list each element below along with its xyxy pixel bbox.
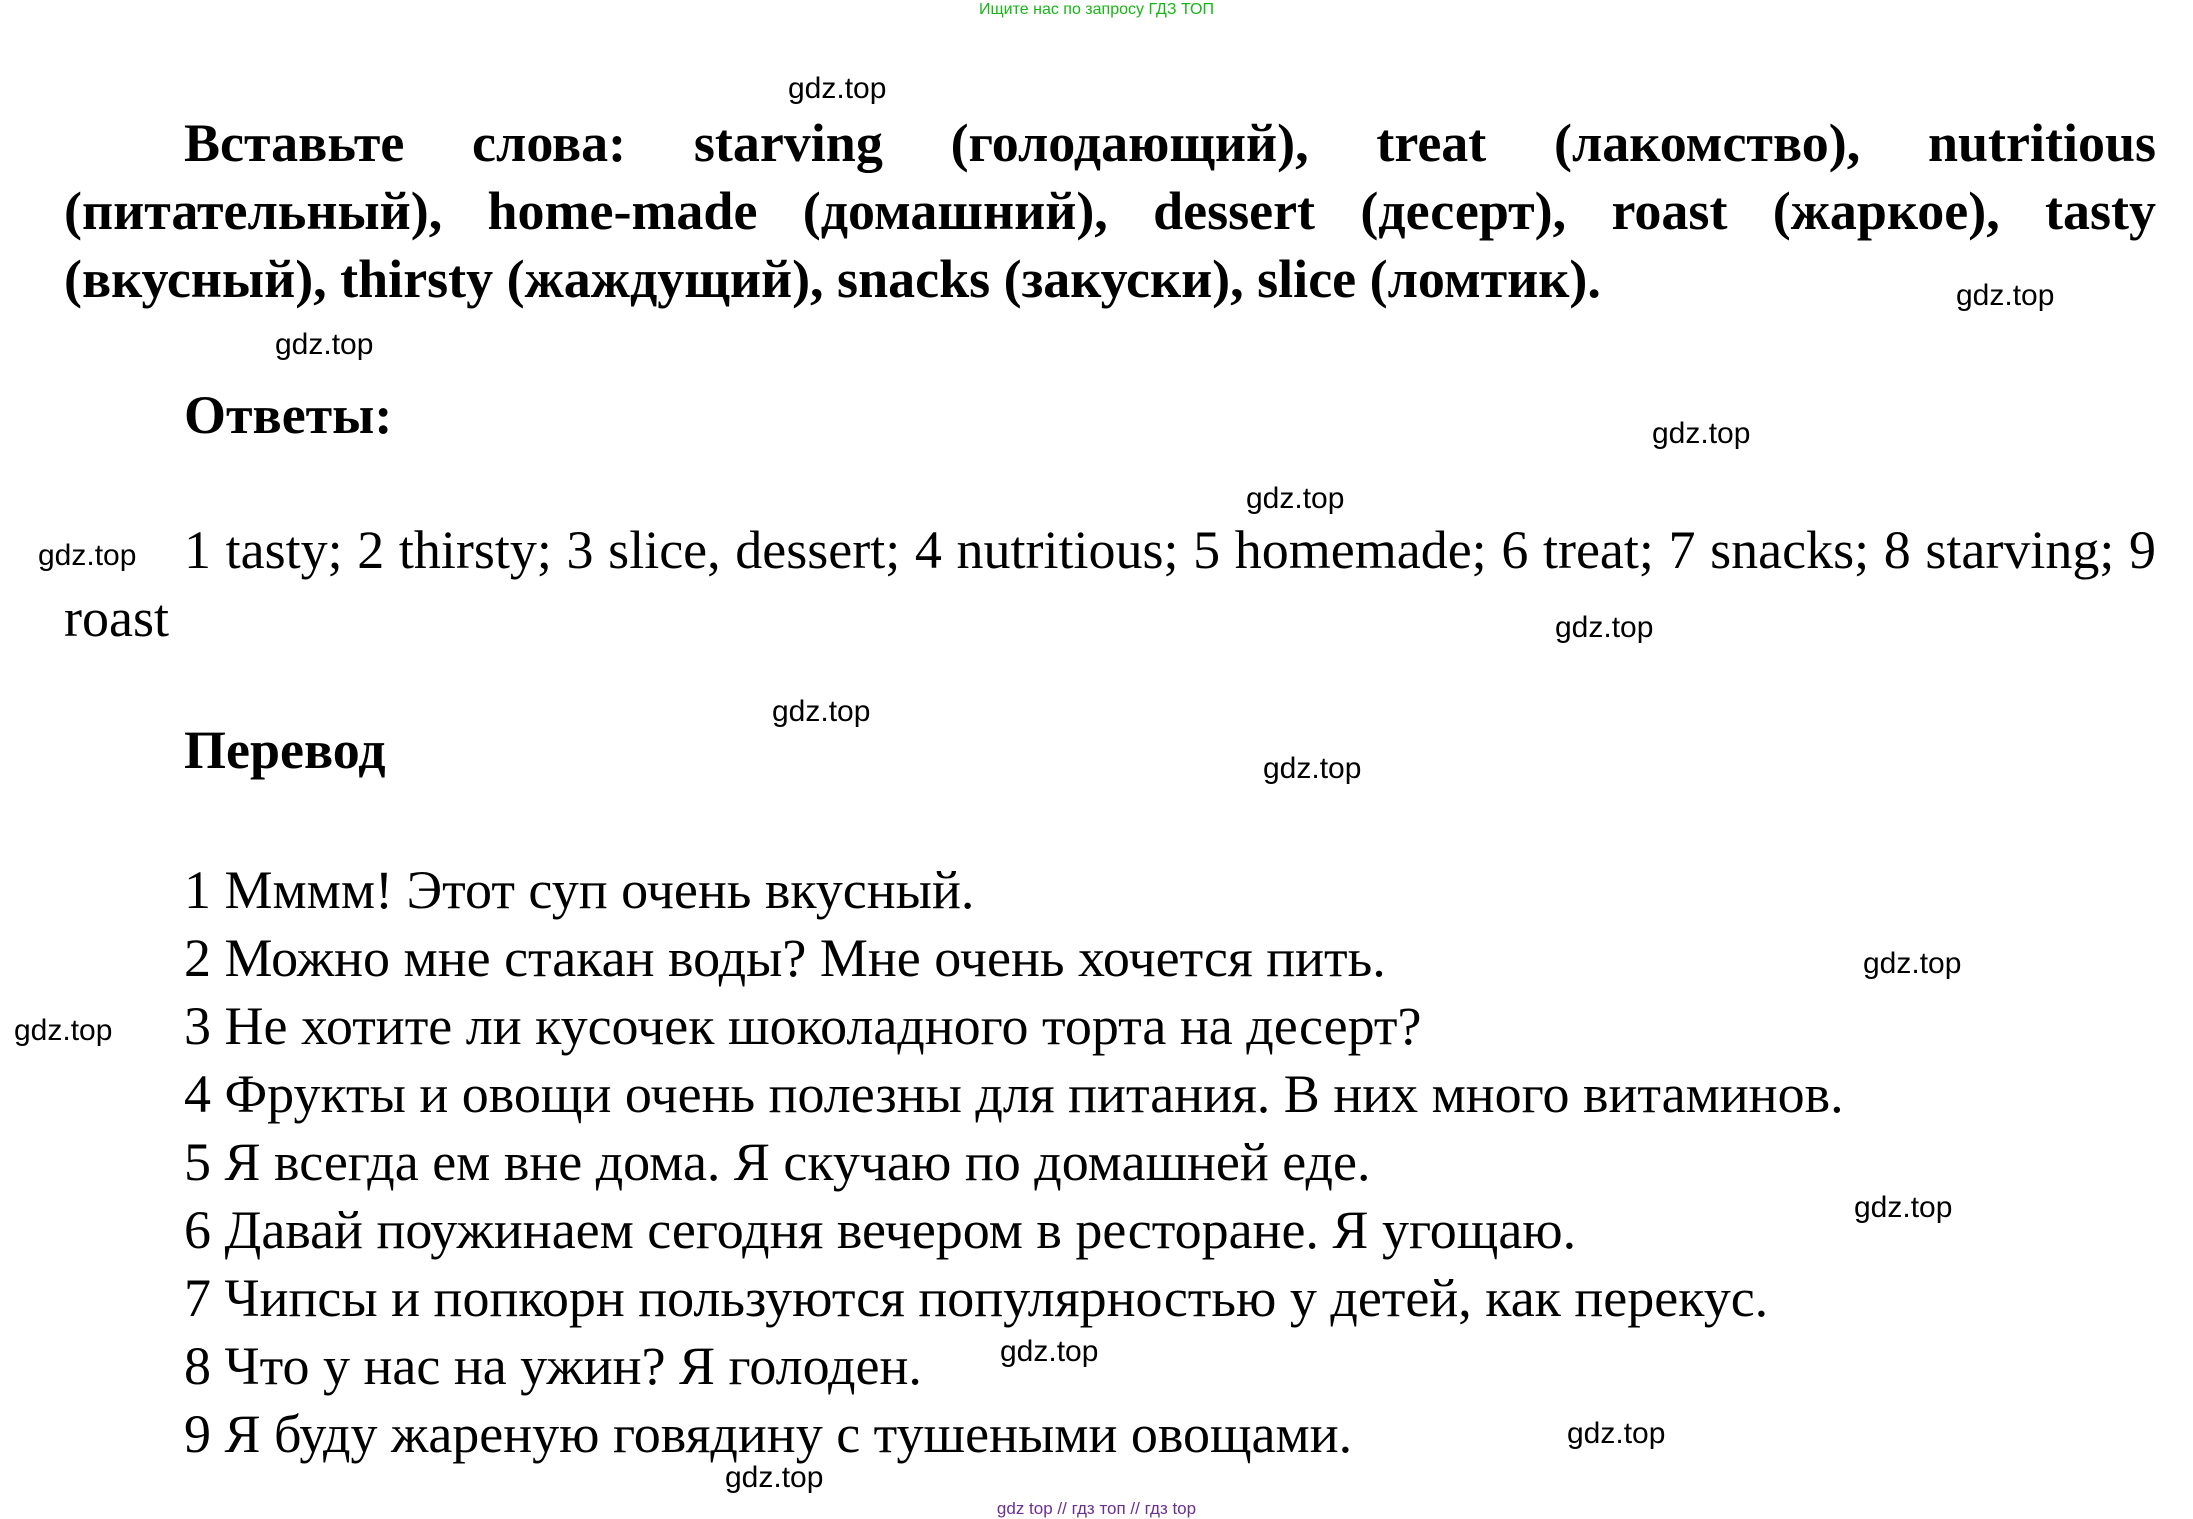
translation-line: 2 Можно мне стакан воды? Мне очень хочется пить. xyxy=(184,928,1386,988)
translation-line: 1 Мммм! Этот суп очень вкусный. xyxy=(184,860,975,920)
translation-line: 4 Фрукты и овощи очень полезны для питания. В них много витаминов. xyxy=(184,1064,1844,1124)
watermark: gdz.top xyxy=(275,328,374,361)
translation-line: 3 Не хотите ли кусочек шоколадного торта на десерт? xyxy=(184,996,1422,1056)
watermark: gdz.top xyxy=(788,72,887,105)
footer-watermark: gdz top // гдз топ // гдз top xyxy=(996,1499,1197,1518)
translation-line: 5 Я всегда ем вне дома. Я скучаю по домашней еде. xyxy=(184,1132,1371,1192)
watermark: gdz.top xyxy=(38,539,137,572)
watermark: gdz.top xyxy=(1863,947,1962,980)
answers-heading: Ответы: xyxy=(184,385,393,445)
watermark: gdz.top xyxy=(14,1014,113,1047)
answers-text: 1 tasty; 2 thirsty; 3 slice, dessert; 4 nutritious; 5 homemade; 6 treat; 7 snacks; 8 starving; 9 roast xyxy=(64,520,2156,648)
translation-line: 6 Давай поужинаем сегодня вечером в ресторане. Я угощаю. xyxy=(184,1200,1577,1260)
translation-list xyxy=(184,856,1844,1468)
watermark: gdz.top xyxy=(1246,482,1345,515)
translation-heading: Перевод xyxy=(184,720,386,780)
translation-line: 8 Что у нас на ужин? Я голоден. xyxy=(184,1336,922,1396)
translation-line: 7 Чипсы и попкорн пользуются популярностью у детей, как перекус. xyxy=(184,1268,1769,1328)
watermark: gdz.top xyxy=(772,695,871,728)
top-banner: Ищите нас по запросу ГДЗ ТОП xyxy=(979,1,1214,18)
watermark: gdz.top xyxy=(1555,611,1654,644)
watermark: gdz.top xyxy=(1263,752,1362,785)
watermark: gdz.top xyxy=(1956,279,2055,312)
task-instructions: Вставьте слова: starving (голодающий), treat (лакомство), nutritious (питательный), home-made (домашний), dessert (десерт), roast (жаркое), tasty (вкусный), thirsty (жаждущий), snacks (закуски), slice (ломтик). xyxy=(64,113,2156,309)
watermark: gdz.top xyxy=(1567,1417,1666,1450)
watermark: gdz.top xyxy=(1854,1191,1953,1224)
watermark: gdz.top xyxy=(725,1461,824,1494)
watermark: gdz.top xyxy=(1652,417,1751,450)
translation-line: 9 Я буду жареную говядину с тушеными овощами. xyxy=(184,1404,1353,1464)
watermark: gdz.top xyxy=(1000,1335,1099,1368)
